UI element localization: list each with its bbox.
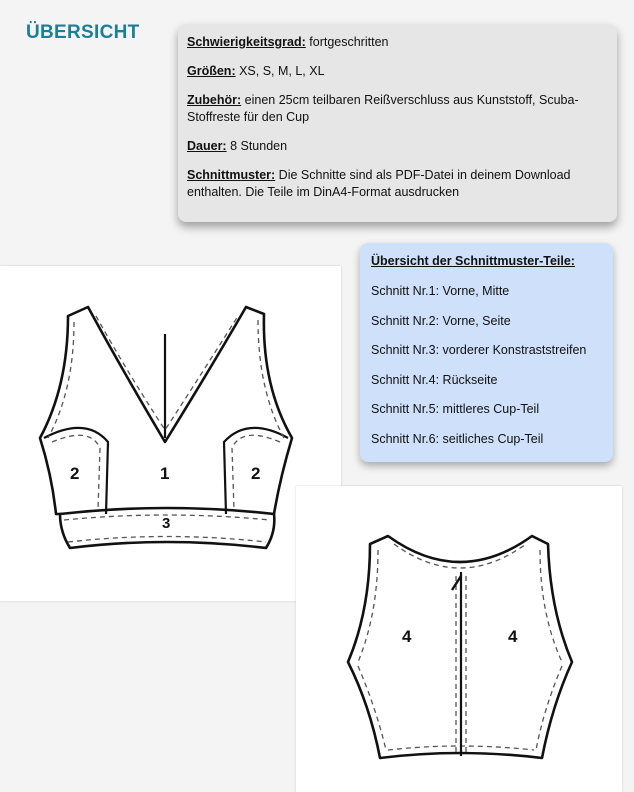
part-item-3: Schnitt Nr.3: vorderer Konstraststreifen xyxy=(371,343,587,357)
part-item-5: Schnitt Nr.5: mittleres Cup-Teil xyxy=(371,402,540,416)
difficulty-value: fortgeschritten xyxy=(305,35,389,49)
duration-value: 8 Stunden xyxy=(226,139,288,153)
back-view-panel xyxy=(296,486,622,792)
pattern-row xyxy=(187,167,607,201)
part-item-1: Schnitt Nr.1: Vorne, Mitte xyxy=(371,284,510,298)
front-label-side-left: 2 xyxy=(70,464,80,483)
pattern-info-box xyxy=(178,24,617,222)
back-label-left: 4 xyxy=(402,627,412,646)
front-label-side-right: 2 xyxy=(251,464,261,483)
accessories-value: einen 25cm teilbaren Reißverschluss aus Kunststoff, Scuba-Stoffreste für den Cup xyxy=(187,93,579,124)
difficulty-row xyxy=(187,34,607,51)
page-title: ÜBERSICHT xyxy=(26,22,140,43)
accessories-row xyxy=(187,92,607,126)
duration-row xyxy=(187,138,607,155)
difficulty-label: Schwierigkeitsgrad: xyxy=(187,35,306,49)
sizes-label: Größen: xyxy=(187,64,236,78)
front-view-panel xyxy=(0,266,341,601)
front-bra-diagram xyxy=(0,266,341,601)
pattern-label: Schnittmuster: xyxy=(187,168,276,182)
sizes-row xyxy=(187,63,607,80)
pattern-value: Die Schnitte sind als PDF-Datei in deinem Download enthalten. Die Teile im DinA4-Format ausdrucken xyxy=(187,168,571,199)
part-item-2: Schnitt Nr.2: Vorne, Seite xyxy=(371,313,511,328)
back-label-right: 4 xyxy=(508,627,518,646)
part-item-6: Schnitt Nr.6: seitliches Cup-Teil xyxy=(371,431,544,446)
front-label-band: 3 xyxy=(162,515,171,532)
sizes-value: XS, S, M, L, XL xyxy=(235,64,325,78)
part-item-4: Schnitt Nr.4: Rückseite xyxy=(371,372,498,387)
back-bra-diagram xyxy=(296,486,622,792)
accessories-label: Zubehör: xyxy=(187,93,242,107)
parts-title: Übersicht der Schnittmuster-Teile: xyxy=(371,254,575,268)
parts-list xyxy=(371,284,603,461)
duration-label: Dauer: xyxy=(187,139,227,153)
pattern-parts-box xyxy=(360,243,613,462)
front-label-center: 1 xyxy=(160,464,170,483)
